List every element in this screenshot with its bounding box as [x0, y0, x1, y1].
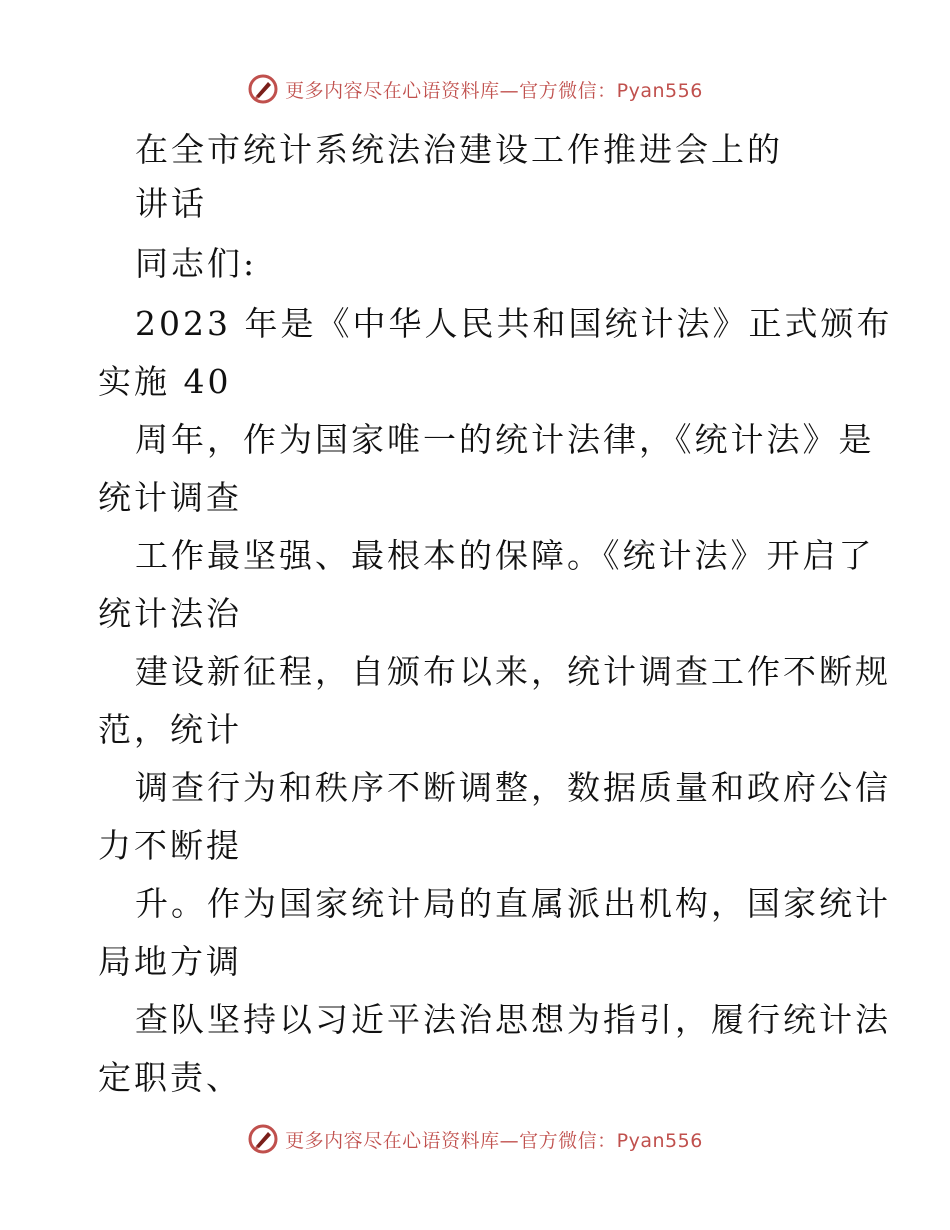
- pen-logo-icon: [247, 73, 279, 105]
- paragraph-line: 周年，作为国家唯一的统计法律，《统计法》是: [135, 420, 875, 459]
- paragraph-line: 调查行为和秩序不断调整，数据质量和政府公信: [135, 768, 891, 807]
- footer-watermark: [0, 1122, 950, 1156]
- paragraph-line: 实施 40: [98, 362, 232, 401]
- watermark-text: 更多内容尽在心语资料库—官方微信：Pyan556: [285, 79, 703, 102]
- paragraph-line: 2023 年是《中华人民共和国统计法》正式颁布: [135, 304, 893, 343]
- paragraph-line: 建设新征程，自颁布以来，统计调查工作不断规: [135, 652, 891, 691]
- pen-logo-icon: [247, 1123, 279, 1155]
- paragraph-line: 升。作为国家统计局的直属派出机构，国家统计: [135, 884, 891, 923]
- title-line-1: 在全市统计系统法治建设工作推进会上的: [135, 130, 783, 169]
- paragraph-line: 统计法治: [98, 594, 242, 633]
- watermark-text: 更多内容尽在心语资料库—官方微信：Pyan556: [285, 1129, 703, 1152]
- paragraph-line: 局地方调: [98, 942, 242, 981]
- paragraph-line: 统计调查: [98, 478, 242, 517]
- title-line-2: 讲话: [135, 184, 207, 223]
- header-watermark: [0, 72, 950, 106]
- paragraph-line: 定职责、: [98, 1058, 242, 1097]
- paragraph-line: 范，统计: [98, 710, 242, 749]
- paragraph-line: 力不断提: [98, 826, 242, 865]
- paragraph-line: 查队坚持以习近平法治思想为指引，履行统计法: [135, 1000, 891, 1039]
- paragraph-line: 工作最坚强、最根本的保障。《统计法》开启了: [135, 536, 875, 575]
- salutation: 同志们:: [135, 244, 258, 283]
